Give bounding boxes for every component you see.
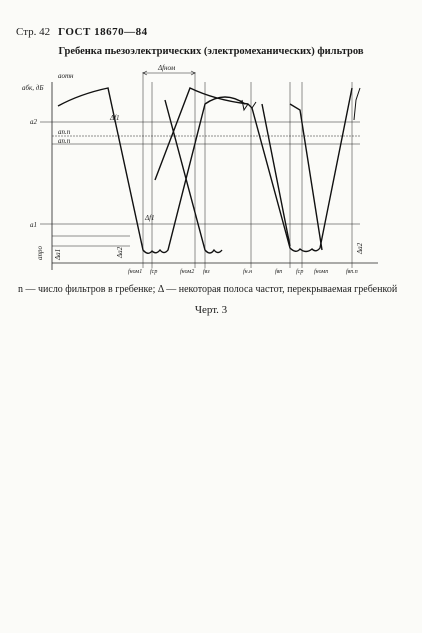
label-delta-a1: Δa1 [54, 248, 62, 260]
page-header [16, 26, 148, 38]
tick-f-nom2: fном2 [180, 269, 195, 275]
tick-f-np: fвп [275, 269, 283, 275]
chart-number: Черт. 3 [194, 304, 228, 316]
y-unit-label: aбк, дБ [22, 84, 44, 92]
figure-caption: n — число фильтров в гребенке; Δ — некоторая полоса частот, перекрываемая гребенкой [18, 284, 398, 295]
tick-f-nn: fн.н [243, 269, 253, 275]
label-delta-a2: Δa2 [116, 246, 124, 258]
filter-2-response [155, 88, 352, 252]
standard-number: ГОСТ 18670—84 [58, 26, 148, 38]
tick-f-d2: fвз [203, 269, 210, 275]
filter-bank-diagram [0, 60, 422, 280]
label-a2: a2 [30, 118, 37, 126]
tick-f-d: fср [150, 269, 158, 275]
label-delta-f1-top: Δf1 [110, 114, 120, 122]
filter-1-response [58, 88, 245, 253]
label-delta-f-nom: Δfном [158, 64, 176, 72]
label-a-otn: aотн [58, 72, 74, 80]
tick-f-end: fвп.n [346, 269, 358, 275]
label-app-2: aп.п [58, 137, 71, 145]
label-app-1: aп.п [58, 128, 71, 136]
tick-f-nom-n: fномn [314, 269, 329, 275]
tick-f-nom1: fном1 [128, 269, 143, 275]
label-delta-a-right: Δa2 [356, 242, 364, 254]
label-a1: a1 [30, 221, 37, 229]
label-delta-f1-mid: Δf1 [145, 214, 155, 222]
figure-title: Гребенка пьезоэлектрических (электромеханических) фильтров [58, 46, 364, 57]
page-number: Стр. 42 [16, 26, 51, 38]
label-a-pro: aпро [36, 246, 44, 260]
tick-f-dp: fср [296, 269, 304, 275]
